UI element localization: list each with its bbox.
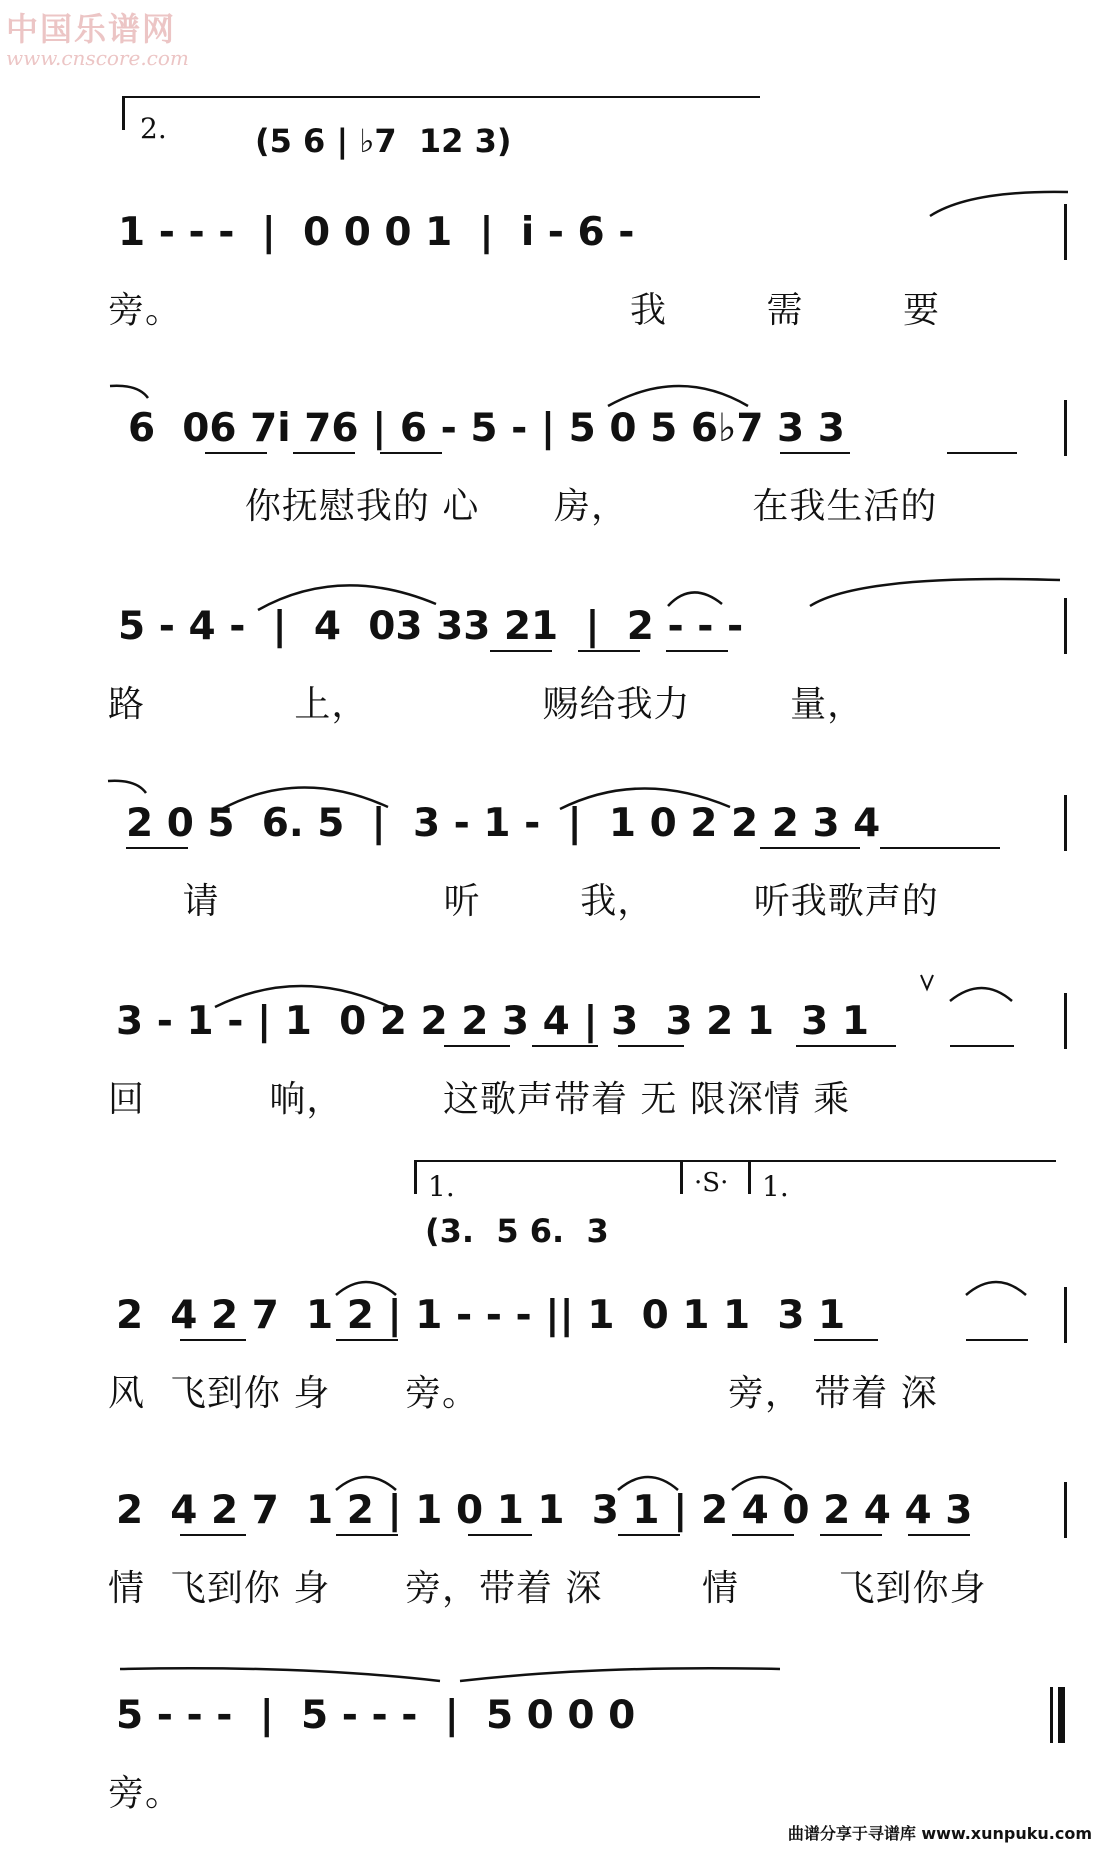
first-ending-label: 1. [428,1170,455,1203]
beam-line [444,1045,510,1047]
beam-line [293,452,355,454]
beam-line [126,847,188,849]
beam-line [336,1534,398,1536]
tie-marks [0,204,1120,264]
tie-marks [0,400,1120,460]
tie-marks [0,1287,1120,1347]
lyrics-line: 你抚慰我的 心 房， 在我生活的 [108,486,938,527]
lyrics-line: 路 上， 赐给我力 量， [108,684,865,725]
beam-line [180,1339,246,1341]
lyrics-line: 风 飞到你 身 旁。 旁， 带着 深 [108,1373,938,1414]
lyrics-line: 回 响， 这歌声带着 无 限深情 乘 [108,1079,851,1120]
beam-line [578,650,640,652]
ending2-label: 2. [140,112,167,145]
notes-line: 3 - 1 - | 1 0 2 2 2 3 4 | 3 3 2 1 3 1 [116,999,870,1044]
beam-line [780,452,850,454]
notes-line: 6 06 7i 76 | 6 - 5 - | 5 0 5 6♭7 3 3 [128,406,845,451]
footer-credit: 曲谱分享于寻谱库 www.xunpuku.com [787,1824,1092,1843]
beam-line [468,1534,532,1536]
beam-line [880,847,1000,849]
watermark-site-name: 中国乐谱网 [6,10,177,48]
notes-line: 2 0 5 6. 5 | 3 - 1 - | 1 0 2 2 2 3 4 [126,801,881,846]
watermark-url: www.cnscore.com [6,46,189,70]
notes-line: 5 - 4 - | 4 03 33 21 | 2 - - - [118,604,744,649]
beam-line [966,1339,1028,1341]
tie-marks [0,993,1120,1053]
beam-line [618,1534,680,1536]
beam-line [532,1045,598,1047]
beam-line [205,452,267,454]
tie-marks [0,598,1120,658]
notes-line: 2 4 2 7 1 2 | 1 - - - || 1 0 1 1 3 1 [116,1293,846,1338]
beam-line [732,1534,794,1536]
intro-phrase: (5 6 | ♭7 12 3) [255,122,512,160]
beam-line [950,1045,1014,1047]
tie-marks [0,1687,1120,1747]
beam-line [908,1534,970,1536]
notes-line: 1 - - - | 0 0 0 1 | i - 6 - [118,210,635,255]
second-first-label: 1. [762,1170,789,1203]
beam-line [760,847,860,849]
beam-line [180,1534,246,1536]
tie-marks [0,1482,1120,1542]
lyrics-line: 请 听 我， 听我歌声的 [108,881,939,922]
beam-line [618,1045,684,1047]
beam-line [490,650,552,652]
lyrics-line: 旁。 [108,1773,183,1814]
ending1-phrase: (3. 5 6. 3 [425,1212,609,1250]
beam-line [380,452,442,454]
beam-line [796,1045,896,1047]
beam-line [666,650,728,652]
lyrics-line: 情 飞到你 身 旁，带着 深 情 飞到你身 [108,1568,987,1609]
beam-line [820,1534,882,1536]
lyrics-line: 旁。 我 需 要 [108,290,941,331]
beam-line [814,1339,878,1341]
tie-marks [0,795,1120,855]
segno-label: ·S· [694,1168,729,1198]
beam-line [336,1339,398,1341]
beam-line [947,452,1017,454]
notes-line: 2 4 2 7 1 2 | 1 0 1 1 3 1 | 2 4 0 2 4 4 3 [116,1488,973,1533]
notes-line: 5 - - - | 5 - - - | 5 0 0 0 [116,1693,636,1738]
